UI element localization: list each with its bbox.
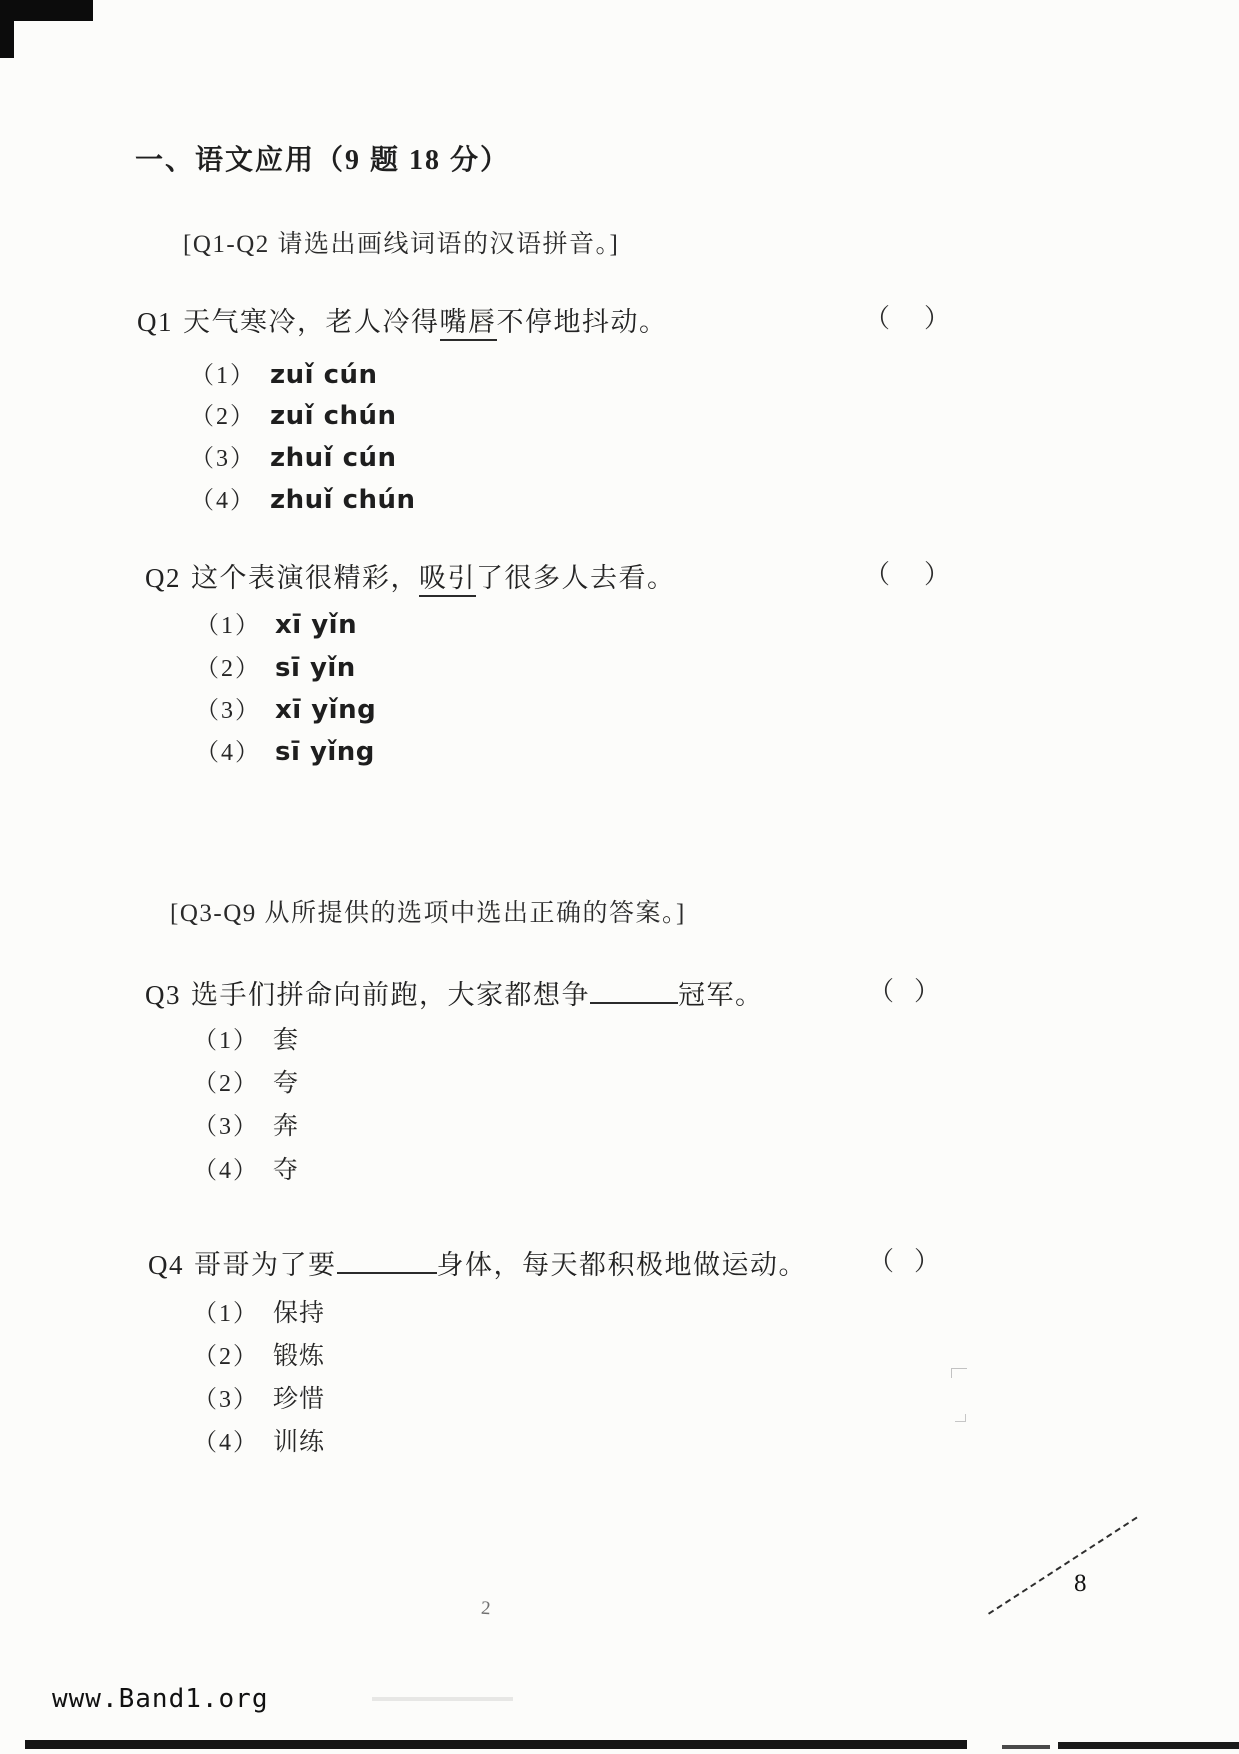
question-q3-stem bbox=[145, 973, 764, 1012]
question-label: Q2 bbox=[145, 563, 181, 593]
bracket-open: （ bbox=[864, 304, 891, 333]
option-row-q4-3 bbox=[193, 1379, 325, 1415]
option-number: （4） bbox=[190, 488, 256, 514]
option-row-q3-3 bbox=[193, 1106, 299, 1142]
stem-text: 身体，每天都积极地做运动。 bbox=[436, 1250, 807, 1280]
option-row-q1-4 bbox=[190, 480, 416, 515]
option-row-q2-4 bbox=[195, 732, 375, 767]
option-text: zhuǐ cún bbox=[270, 443, 397, 473]
option-text: 保持 bbox=[273, 1300, 326, 1327]
bracket-open: （ bbox=[868, 1247, 895, 1276]
scan-smudge bbox=[955, 1414, 966, 1422]
bracket-open: （ bbox=[864, 560, 891, 589]
section-heading: 一、语文应用（9 题 18 分） bbox=[135, 145, 511, 176]
scan-bottom-border bbox=[25, 1740, 967, 1749]
option-text: 套 bbox=[273, 1027, 300, 1054]
answer-bracket-q3 bbox=[868, 971, 940, 1008]
option-row-q4-4 bbox=[193, 1422, 325, 1458]
faint-page-mark: 2 bbox=[480, 1597, 492, 1620]
option-text: xī yǐng bbox=[275, 695, 377, 725]
option-text: 夺 bbox=[273, 1157, 300, 1184]
question-label: Q3 bbox=[145, 980, 181, 1010]
option-text: sī yǐn bbox=[275, 653, 356, 683]
scan-bottom-border bbox=[1058, 1742, 1239, 1749]
stem-text: 不停地抖动。 bbox=[496, 307, 668, 337]
question-q2-stem bbox=[145, 556, 676, 595]
stem-text: 天气寒冷，老人冷得 bbox=[183, 307, 440, 337]
bracket-close: ） bbox=[913, 977, 940, 1006]
option-text: 锻炼 bbox=[273, 1343, 326, 1370]
instruction-choice-range: [Q3-Q9 从所提供的选项中选出正确的答案。] bbox=[170, 900, 686, 927]
answer-bracket-q1 bbox=[864, 298, 950, 335]
option-row-q1-3 bbox=[190, 438, 397, 473]
option-number: （2） bbox=[190, 404, 256, 430]
answer-bracket-q2 bbox=[864, 554, 950, 591]
answer-bracket-q4 bbox=[868, 1241, 940, 1278]
option-number: （1） bbox=[193, 1028, 259, 1054]
option-number: （2） bbox=[193, 1071, 259, 1097]
page-number: 8 bbox=[1074, 1570, 1087, 1597]
stem-text: 这个表演很精彩， bbox=[191, 563, 419, 593]
option-number: （3） bbox=[193, 1387, 259, 1413]
question-q4-stem bbox=[148, 1243, 807, 1282]
option-text: zuǐ chún bbox=[270, 401, 397, 431]
question-label: Q4 bbox=[148, 1250, 184, 1280]
scan-smudge bbox=[372, 1697, 513, 1701]
option-number: （3） bbox=[195, 698, 261, 724]
option-number: （2） bbox=[195, 656, 261, 682]
option-row-q1-2 bbox=[190, 396, 397, 431]
option-number: （1） bbox=[195, 613, 261, 639]
option-number: （3） bbox=[193, 1114, 259, 1140]
option-number: （1） bbox=[193, 1301, 259, 1327]
option-row-q4-2 bbox=[193, 1336, 325, 1372]
question-label: Q1 bbox=[137, 307, 173, 337]
stem-text: 哥哥为了要 bbox=[194, 1250, 337, 1280]
instruction-pinyin-range: [Q1-Q2 请选出画线词语的汉语拼音。] bbox=[183, 231, 620, 258]
stem-text: 选手们拼命向前跑，大家都想争 bbox=[191, 980, 590, 1010]
bracket-close: ） bbox=[923, 560, 950, 589]
option-row-q2-1 bbox=[195, 605, 357, 640]
option-text: xī yǐn bbox=[275, 610, 358, 640]
question-q1-stem bbox=[137, 300, 668, 339]
underlined-term: 嘴唇 bbox=[440, 307, 497, 341]
option-number: （4） bbox=[193, 1158, 259, 1184]
option-text: 训练 bbox=[273, 1429, 326, 1456]
option-row-q2-3 bbox=[195, 690, 376, 725]
underlined-term: 吸引 bbox=[419, 563, 476, 597]
fill-in-blank bbox=[337, 1268, 437, 1274]
option-row-q2-2 bbox=[195, 648, 356, 683]
scan-corner-artifact-left bbox=[0, 0, 14, 58]
option-row-q3-2 bbox=[193, 1063, 299, 1099]
option-number: （2） bbox=[193, 1344, 259, 1370]
option-number: （1） bbox=[190, 363, 256, 389]
scan-bottom-border bbox=[1002, 1745, 1050, 1749]
scan-smudge bbox=[951, 1368, 967, 1378]
option-text: 夸 bbox=[273, 1070, 300, 1097]
fill-in-blank bbox=[590, 998, 678, 1004]
option-text: sī yǐng bbox=[275, 737, 375, 767]
option-row-q3-4 bbox=[193, 1150, 299, 1186]
footer-site-label: www.Band1.org bbox=[52, 1684, 269, 1714]
option-row-q3-1 bbox=[193, 1020, 299, 1056]
bracket-open: （ bbox=[868, 977, 895, 1006]
option-number: （4） bbox=[193, 1430, 259, 1456]
bracket-close: ） bbox=[923, 304, 950, 333]
option-row-q4-1 bbox=[193, 1293, 325, 1329]
stem-text: 了很多人去看。 bbox=[476, 563, 676, 593]
option-text: 奔 bbox=[273, 1113, 300, 1140]
option-text: zuǐ cún bbox=[270, 360, 378, 390]
option-text: zhuǐ chún bbox=[270, 485, 416, 515]
option-row-q1-1 bbox=[190, 355, 378, 390]
stem-text: 冠军。 bbox=[678, 980, 764, 1010]
option-text: 珍惜 bbox=[273, 1386, 326, 1413]
diagonal-pen-stroke bbox=[988, 1517, 1138, 1615]
option-number: （4） bbox=[195, 740, 261, 766]
bracket-close: ） bbox=[913, 1247, 940, 1276]
option-number: （3） bbox=[190, 446, 256, 472]
